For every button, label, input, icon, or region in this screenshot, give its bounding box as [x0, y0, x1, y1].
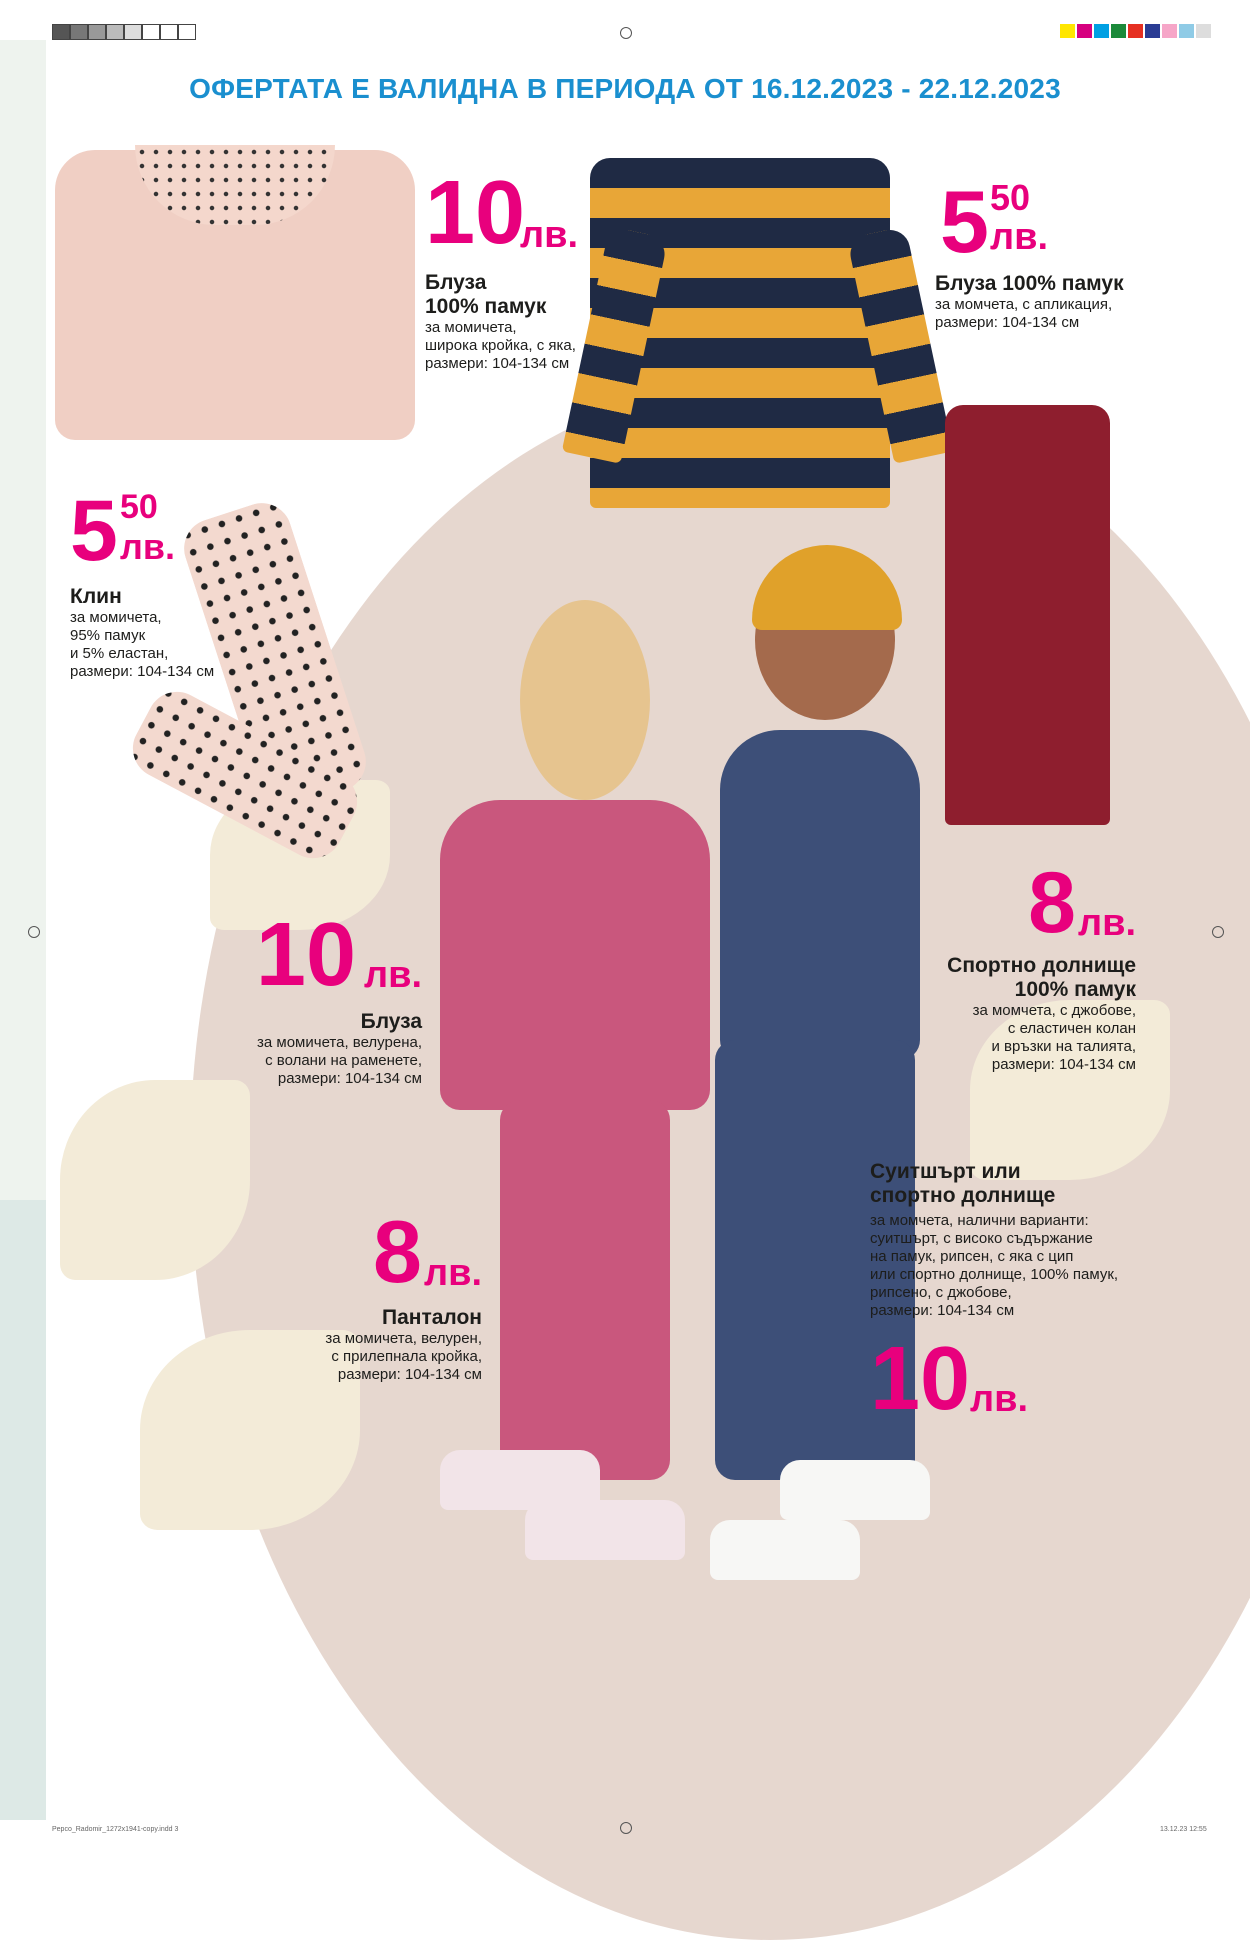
product-title: Панталон [382, 1306, 482, 1329]
price-unit: лв. [970, 1378, 1029, 1421]
price-main: 8 [1028, 855, 1076, 951]
product-desc: и връзки на талията, [991, 1038, 1136, 1056]
product-desc: с прилепнала кройка, [331, 1348, 482, 1366]
price-main: 8 [373, 1202, 422, 1301]
registration-mark [620, 27, 632, 39]
offer-velour-blouse [160, 905, 422, 1088]
burgundy-pants-image [945, 405, 1110, 825]
print-swatch [70, 24, 88, 40]
product-title: 100% памук [1014, 978, 1136, 1002]
print-swatch [1060, 24, 1075, 38]
product-desc: с волани на раменете, [265, 1052, 422, 1070]
product-desc: широка кройка, с яка, [425, 337, 576, 355]
product-title: Спортно долнище [947, 954, 1136, 977]
sneaker [525, 1500, 685, 1560]
price-unit: лв. [1077, 902, 1136, 944]
price-unit: лв. [120, 526, 176, 567]
pink-sweater-image [55, 150, 415, 440]
product-desc: на памук, рипсен, с яка с цип [870, 1248, 1074, 1266]
product-desc: и 5% еластан, [70, 645, 169, 663]
print-slug-right: 13.12.23 12:55 [1160, 1826, 1207, 1833]
print-swatch [52, 24, 70, 40]
girl-head [520, 600, 650, 800]
price [880, 855, 1136, 951]
product-title: Блуза [360, 1010, 422, 1033]
print-swatch [88, 24, 106, 40]
product-desc: размери: 104-134 см [991, 1056, 1136, 1074]
print-swatch [160, 24, 178, 40]
price [70, 483, 240, 579]
print-swatch [1196, 24, 1211, 38]
print-swatch [1128, 24, 1143, 38]
product-desc: размери: 104-134 см [425, 355, 570, 373]
product-title: Блуза [425, 271, 487, 294]
price-main: 10 [255, 905, 356, 1005]
product-desc: за момичета, велурена, [257, 1034, 422, 1052]
print-slug-left: Pepco_Radomir_1272x1941-copy.indd 3 [52, 1826, 179, 1833]
product-desc: размери: 104-134 см [277, 1070, 422, 1088]
price-unit: лв. [990, 216, 1049, 258]
product-title: 100% памук [425, 295, 547, 319]
product-desc: размери: 104-134 см [870, 1302, 1015, 1320]
product-desc: за момчета, с джобове, [972, 1002, 1136, 1020]
product-title: Суитшърт или [870, 1160, 1021, 1183]
left-edge-strip-lower [0, 1200, 46, 1820]
price [425, 163, 665, 263]
price-main: 10 [425, 163, 526, 263]
product-desc: или спортно долнище, 100% памук, [870, 1266, 1119, 1284]
print-swatch [178, 24, 196, 40]
offer-boys-striped-sweater [935, 172, 1195, 332]
print-swatch [124, 24, 142, 40]
offer-velour-pants [240, 1202, 482, 1384]
dotted-collar [135, 145, 335, 225]
product-desc: за момичета, [425, 319, 517, 337]
registration-mark [620, 1822, 632, 1834]
product-title: спортно долнище [870, 1184, 1056, 1208]
product-desc: с еластичен колан [1007, 1020, 1136, 1038]
price [160, 905, 422, 1005]
price-cents: 50 [120, 488, 158, 526]
product-desc: суитшърт, с високо съдържание [870, 1230, 1093, 1248]
price-unit: лв. [423, 1252, 482, 1294]
price [870, 1329, 1170, 1430]
offer-boys-sport-pants [880, 855, 1136, 1074]
print-swatch [1077, 24, 1092, 38]
print-swatch [1179, 24, 1194, 38]
price-unit: лв. [520, 214, 579, 256]
price-main: 5 [70, 483, 118, 579]
sneaker [780, 1460, 930, 1520]
registration-mark [1212, 926, 1224, 938]
product-desc: размери: 104-134 см [337, 1366, 482, 1384]
product-title: Блуза 100% памук [935, 272, 1124, 295]
product-desc: 95% памук [70, 627, 146, 645]
product-title: Клин [70, 585, 122, 608]
offer-girls-sweater [425, 163, 665, 373]
print-swatch [1162, 24, 1177, 38]
offer-validity-header: ОФЕРТАТА Е ВАЛИДНА В ПЕРИОДА ОТ 16.12.2023 - 22.12.2023 [189, 73, 1061, 104]
product-desc: размери: 104-134 см [935, 314, 1080, 332]
girl-photo [440, 800, 710, 1110]
registration-mark [28, 926, 40, 938]
print-swatch [1094, 24, 1109, 38]
price-cents: 50 [990, 177, 1031, 218]
girl-photo-legs [500, 1100, 670, 1480]
price-main: 5 [940, 172, 989, 271]
print-swatch [106, 24, 124, 40]
product-desc: за момичета, [70, 609, 162, 627]
price-main: 10 [870, 1329, 971, 1430]
print-swatch [1111, 24, 1126, 38]
offer-leggings [70, 483, 240, 681]
product-desc: за момичета, велурен, [325, 1330, 482, 1348]
print-swatch [1145, 24, 1160, 38]
product-desc: за момчета, с апликация, [935, 296, 1113, 314]
product-desc: за момчета, налични варианти: [870, 1212, 1089, 1230]
product-desc: рипсено, с джобове, [870, 1284, 1012, 1302]
offer-sweatshirt-or-pants [870, 1160, 1170, 1429]
price-unit: лв. [363, 954, 422, 996]
price [240, 1202, 482, 1301]
price [935, 172, 1195, 271]
product-desc: размери: 104-134 см [70, 663, 215, 681]
leaf-decoration [60, 1080, 250, 1280]
sneaker [710, 1520, 860, 1580]
print-swatch [142, 24, 160, 40]
